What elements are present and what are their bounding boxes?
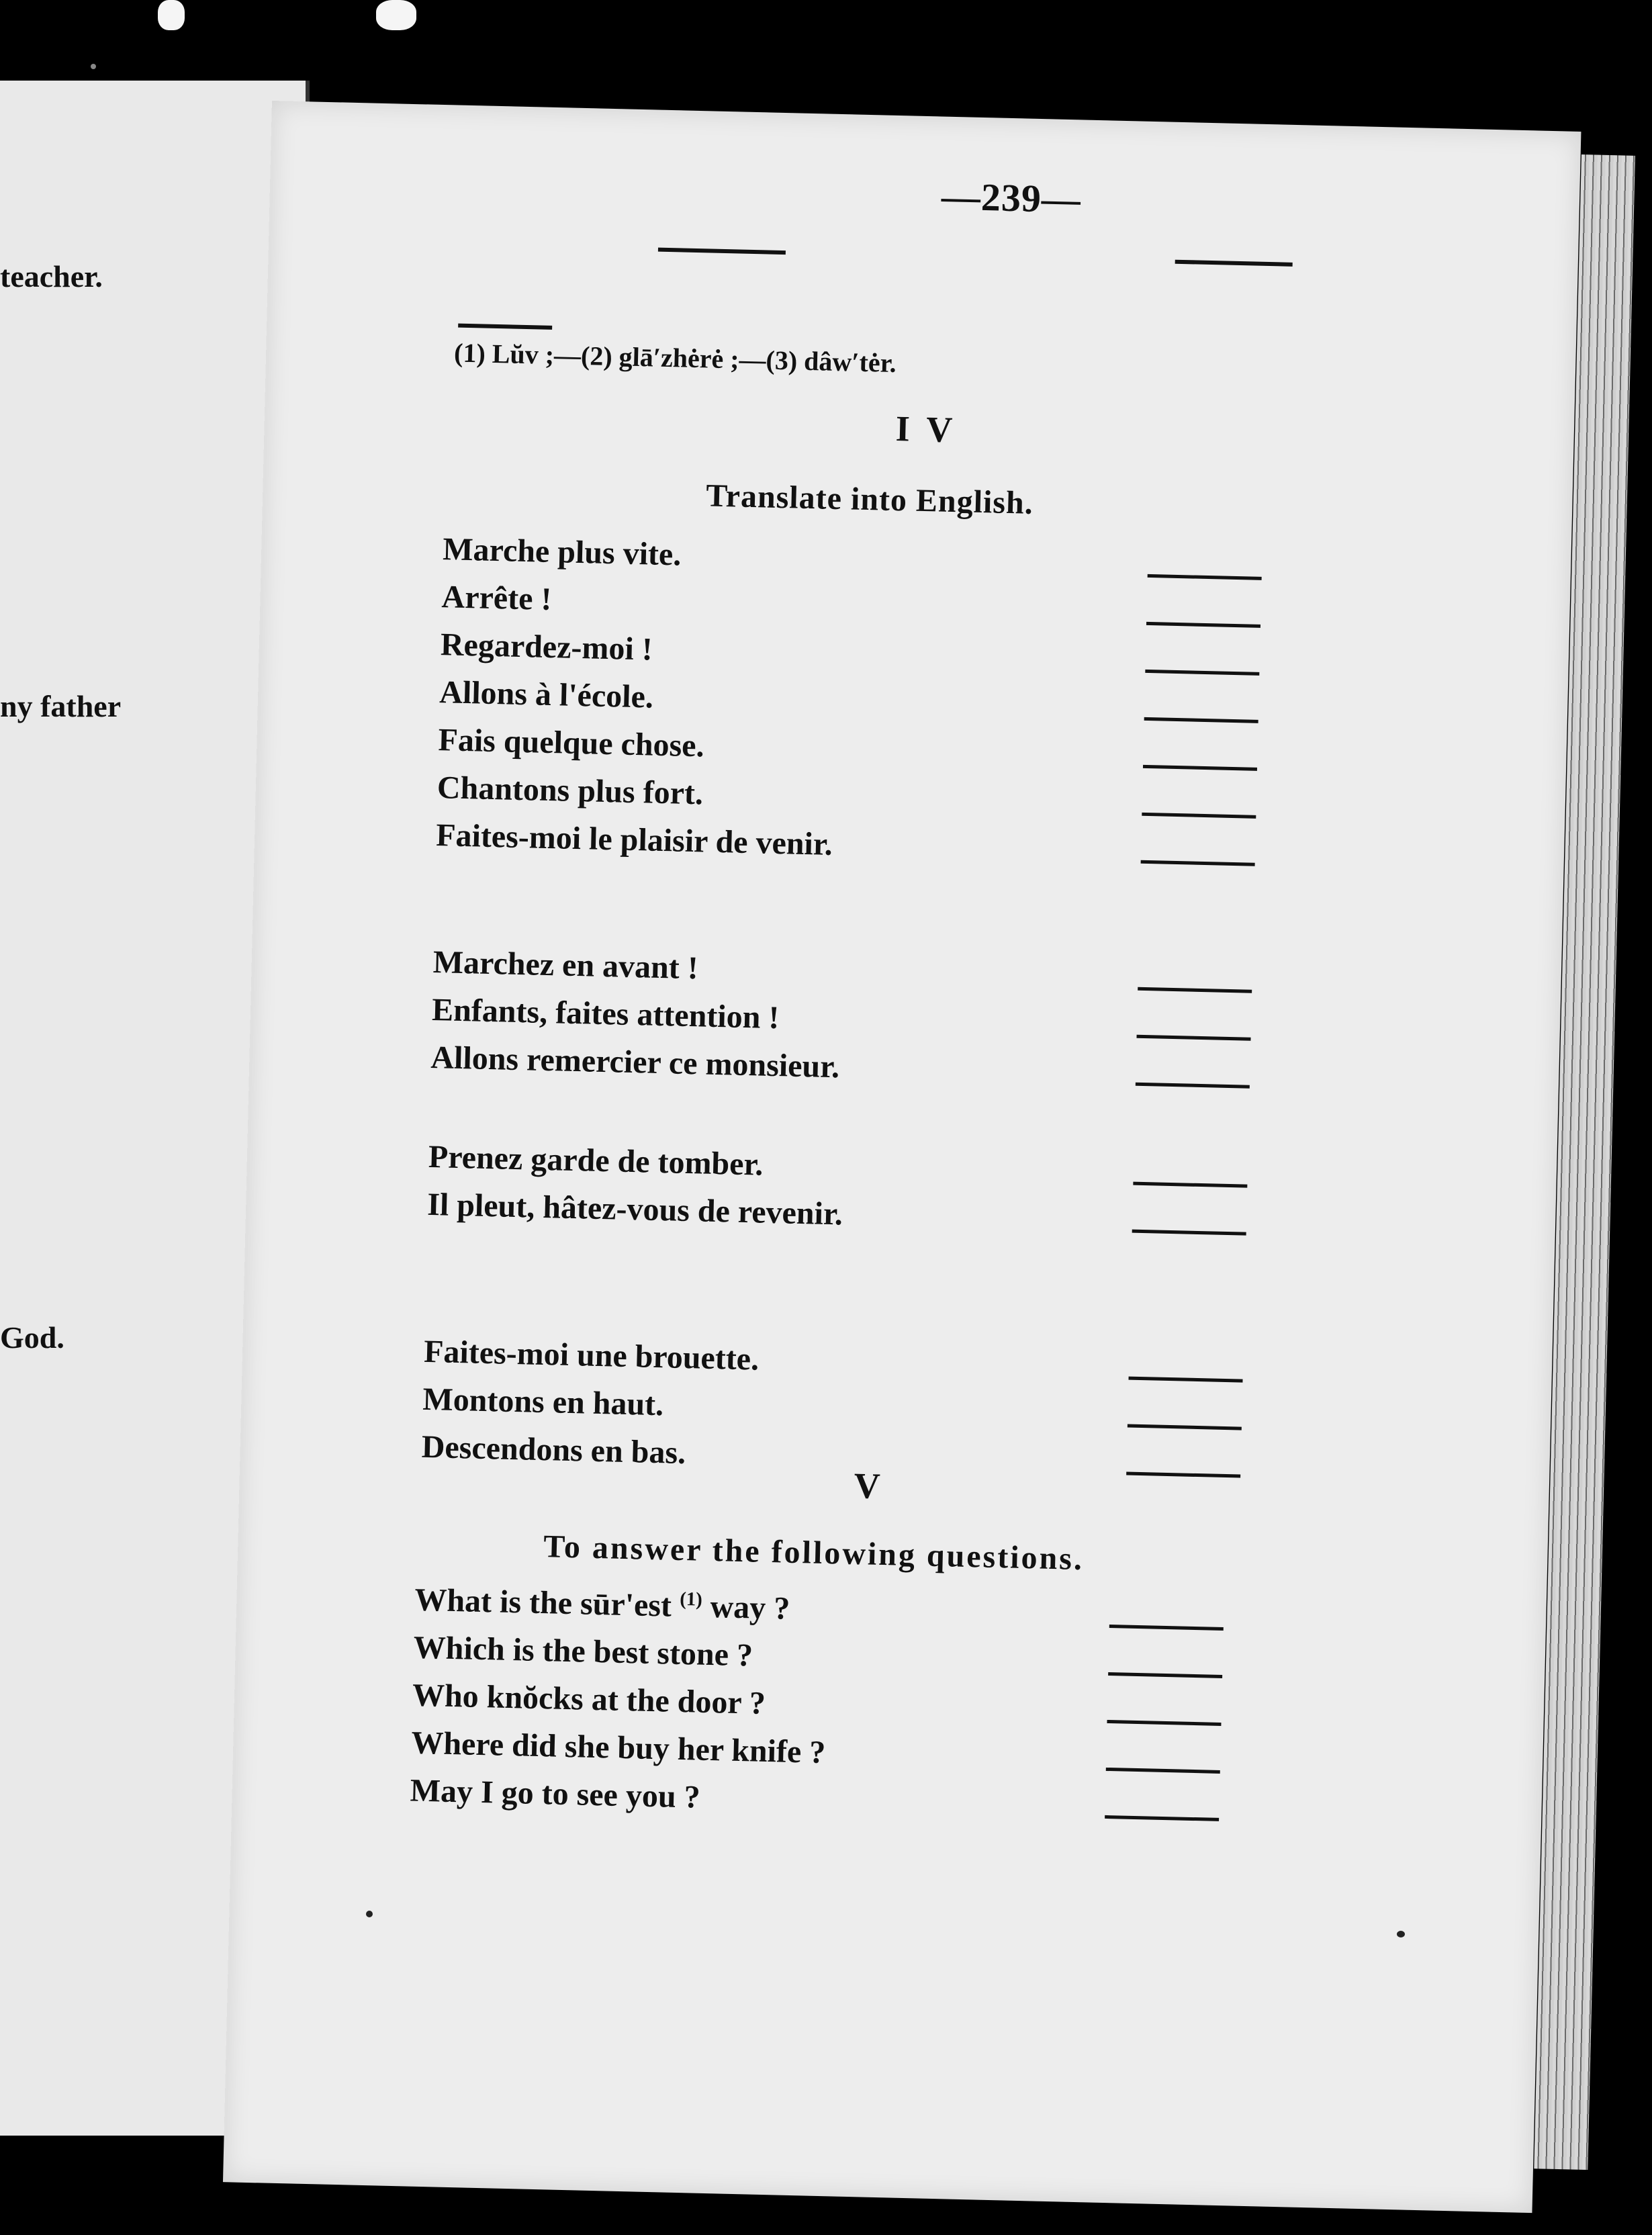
answer-blank: [1126, 1472, 1240, 1478]
answer-blank: [1141, 860, 1255, 866]
question-text-part: What is the sūr'est: [414, 1582, 680, 1624]
section-title: Translate into English.: [705, 477, 1034, 521]
answer-blank: [1109, 1625, 1224, 1631]
french-sentence: Prenez garde de tomber.: [428, 1138, 764, 1183]
section-numeral: V: [853, 1465, 881, 1506]
french-sentence: Allons remercier ce monsieur.: [430, 1039, 840, 1085]
answer-blank: [1136, 1083, 1250, 1089]
french-sentence: Faites-moi une brouette.: [423, 1333, 760, 1377]
french-sentence: Arrête !: [441, 579, 553, 618]
french-sentence: Montons en haut.: [422, 1381, 664, 1423]
section-title: To answer the following questions.: [543, 1529, 1085, 1578]
answer-blank: [1106, 1768, 1220, 1774]
french-sentence: Faites-moi le plaisir de venir.: [435, 817, 833, 862]
scan-speck: [366, 1911, 373, 1917]
question-text-part: Where did she buy her knife ?: [410, 1725, 826, 1771]
section-numeral: I V: [895, 408, 957, 451]
french-sentence: Il pleut, hâtez-vous de revenir.: [426, 1186, 843, 1232]
scan-speck: [376, 0, 416, 30]
french-sentence: Allons à l'école.: [439, 674, 654, 715]
question-text-part: May I go to see you ?: [410, 1772, 701, 1815]
header-rule: [658, 248, 786, 255]
scan-speck: [91, 64, 96, 69]
french-sentence: Marche plus vite.: [442, 531, 682, 573]
french-sentence: Enfants, faites attention !: [431, 991, 780, 1036]
french-sentence: Descendons en bas.: [421, 1428, 686, 1471]
french-sentence: Chantons plus fort.: [437, 770, 704, 812]
page-number: —239—: [941, 174, 1082, 222]
question-text-part: Which is the best stone ?: [413, 1629, 753, 1674]
footnote-rule: [458, 324, 552, 330]
header-rule: [1175, 260, 1293, 267]
answer-blank: [1107, 1720, 1221, 1726]
answer-blank: [1142, 813, 1256, 819]
question-text: [413, 1629, 753, 1674]
question-text-part: way ?: [701, 1588, 790, 1627]
left-page-fragment: ny father: [0, 689, 122, 723]
answer-blank: [1143, 765, 1257, 771]
question-text: [411, 1725, 826, 1772]
question-text: [414, 1582, 790, 1627]
question-text: [412, 1677, 766, 1722]
footnote-marker: (1): [679, 1588, 703, 1610]
answer-blank: [1128, 1424, 1242, 1430]
left-page-fragment: teacher.: [0, 259, 103, 293]
answer-blank: [1144, 717, 1258, 723]
scan-speck: [158, 0, 185, 30]
french-sentence: Fais quelque chose.: [438, 722, 705, 764]
answer-blank: [1148, 574, 1262, 580]
right-page: [223, 101, 1581, 2213]
answer-blank: [1132, 1230, 1246, 1236]
answer-blank: [1146, 622, 1260, 628]
answer-blank: [1105, 1815, 1219, 1821]
answer-blank: [1133, 1182, 1247, 1188]
scan-speck: [1397, 1931, 1405, 1937]
pronunciation-footnote: (1) Lŭv ;—(2) glā′zhėrė ;—(3) dâw′tėr.: [453, 337, 897, 379]
french-sentence: Marchez en avant !: [432, 944, 699, 987]
answer-blank: [1108, 1672, 1222, 1678]
question-text-part: Who knŏcks at the door ?: [412, 1677, 766, 1721]
french-sentence: Regardez-moi !: [440, 627, 653, 668]
answer-blank: [1145, 670, 1259, 676]
answer-blank: [1136, 1035, 1250, 1041]
question-text: [410, 1772, 700, 1816]
answer-blank: [1128, 1377, 1242, 1383]
left-page-fragment: God.: [0, 1320, 64, 1355]
answer-blank: [1138, 987, 1252, 993]
